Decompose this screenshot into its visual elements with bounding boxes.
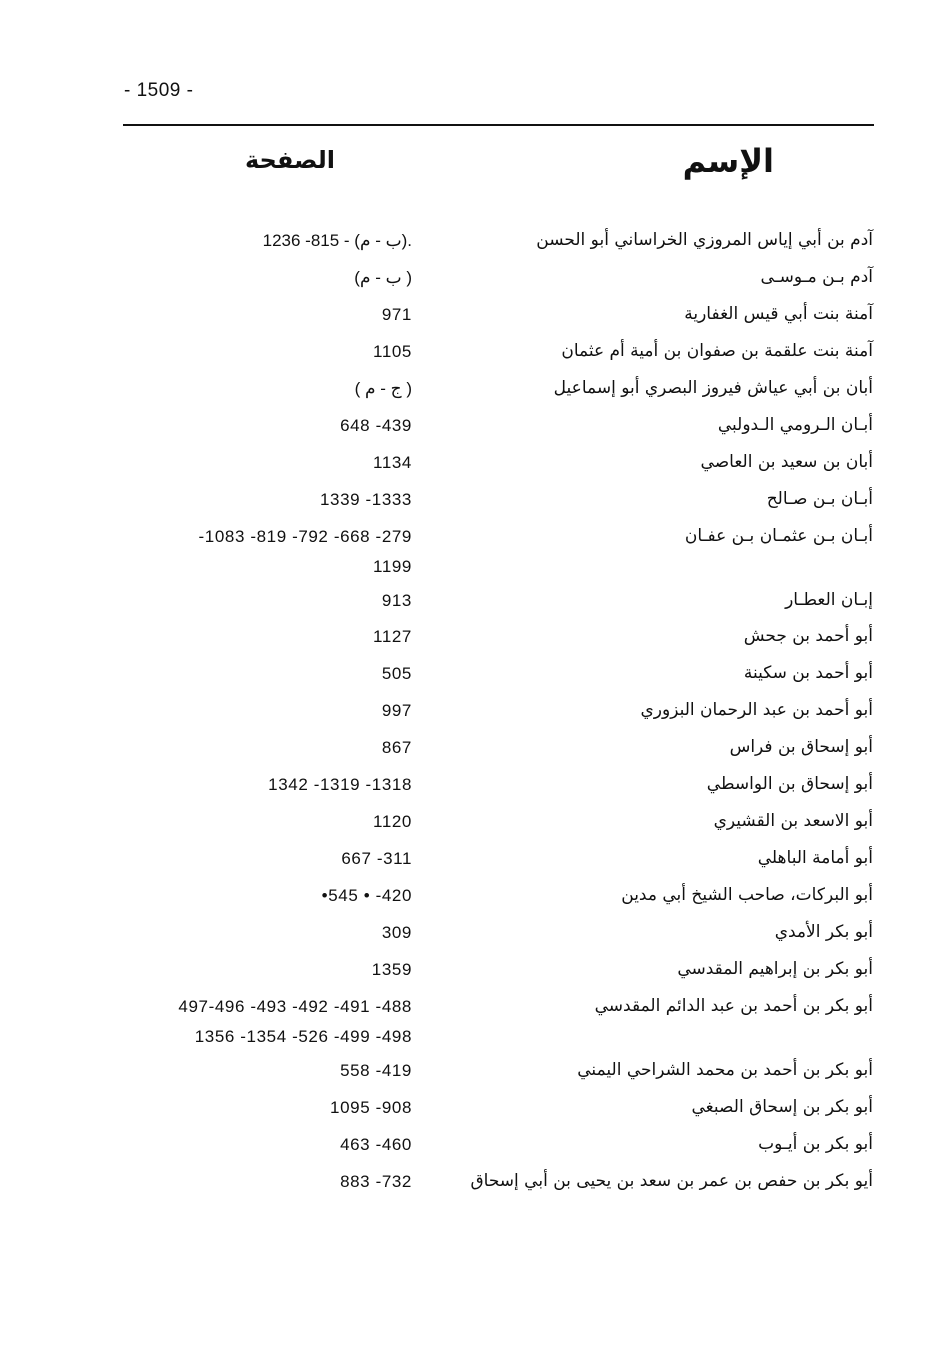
entry-pages bbox=[372, 959, 412, 989]
page-refs: 1095 -908 bbox=[330, 1098, 412, 1117]
entry-pages bbox=[373, 811, 412, 841]
entry-pages bbox=[340, 1171, 412, 1201]
entry-name: أبو بكر الأمدي bbox=[774, 922, 873, 942]
entry-name: أبو بكر بن إسحاق الصبغي bbox=[691, 1097, 873, 1117]
page-refs: 1120 bbox=[373, 812, 412, 831]
page-refs: (ب - م ) bbox=[354, 268, 412, 287]
entry-name: أبو بكر بن أحمد بن محمد الشراحي اليمني bbox=[577, 1060, 873, 1080]
entry-name: أبان بن سعيد بن العاصي bbox=[700, 452, 873, 472]
entry-name: أبـان بـن صـالح bbox=[766, 489, 873, 509]
entry-pages bbox=[354, 267, 412, 297]
entry-name: أبو أحمد بن عبد الرحمان البزوري bbox=[640, 700, 873, 720]
header-page: الصفحة bbox=[244, 146, 335, 174]
entry-name: آدم بـن مـوسـى bbox=[760, 267, 873, 287]
entry-name: أبـان بـن عثمـان بـن عفـان bbox=[684, 526, 873, 546]
entry-pages bbox=[341, 848, 412, 878]
entry-name: أبو بكر بن أحمد بن عبد الدائم المقدسي bbox=[594, 996, 873, 1016]
page-refs: 667 -311 bbox=[341, 849, 412, 868]
entry-name: أبو بكر بن إبراهيم المقدسي bbox=[677, 959, 873, 979]
entry-name: أبـان الـرومي الـدولبي bbox=[717, 415, 873, 435]
entry-name: أبو البركات، صاحب الشيخ أبي مدين bbox=[621, 885, 873, 905]
page-number: - 1509 - bbox=[124, 80, 194, 101]
page-refs: 971 bbox=[381, 305, 412, 324]
page-refs: 867 bbox=[381, 738, 412, 757]
page-refs: 1134 bbox=[373, 453, 412, 472]
entry-pages bbox=[382, 700, 412, 730]
entry-name: أبو أحمد بن سكينة bbox=[743, 663, 873, 683]
page-refs: 997 bbox=[381, 701, 412, 720]
page-refs: 1356 -1354 -526 -499 -498 bbox=[194, 1027, 412, 1046]
header-name: الإسم bbox=[682, 142, 774, 180]
entry-name: أبو بكر بن أيـوب bbox=[758, 1134, 873, 1154]
page-refs: 558 -419 bbox=[340, 1061, 412, 1080]
entry-pages bbox=[340, 415, 412, 445]
entry-pages bbox=[382, 590, 412, 620]
entry-name: آمنة بنت علقمة بن صفوان بن أمية أم عثمان bbox=[561, 341, 873, 361]
entry-pages bbox=[373, 626, 412, 656]
header-rule bbox=[123, 124, 874, 126]
entry-pages bbox=[373, 452, 412, 482]
entry-pages bbox=[268, 774, 412, 804]
entry-pages bbox=[340, 1134, 412, 1164]
entry-name: آدم بن أبي إياس المروزي الخراساني أبو الحسن bbox=[536, 230, 873, 250]
page-refs: 883 -732 bbox=[340, 1172, 412, 1191]
entry-pages bbox=[320, 489, 412, 519]
entry-pages bbox=[330, 1097, 412, 1127]
entry-name: أبو إسحاق بن فراس bbox=[729, 737, 873, 757]
entry-name: أبو إسحاق بن الواسطي bbox=[706, 774, 873, 794]
page-refs: 497-496 -493 -492 -491 -488 bbox=[178, 997, 412, 1016]
page-refs: 1342 -1319 -1318 bbox=[268, 775, 412, 794]
page-refs: 505 bbox=[381, 664, 412, 683]
entry-pages bbox=[382, 663, 412, 693]
page-refs: 309 bbox=[381, 923, 412, 942]
entry-pages bbox=[382, 922, 412, 952]
page-refs: 1236 -815 - (ب - م). bbox=[262, 231, 412, 250]
entry-pages bbox=[382, 304, 412, 334]
entry-pages bbox=[373, 341, 412, 371]
page-refs: 1199 bbox=[373, 557, 412, 576]
entry-name: أبو أحمد بن جحش bbox=[743, 626, 873, 646]
entry-pages bbox=[382, 737, 412, 767]
entry-pages bbox=[178, 996, 412, 1056]
entry-name: أبو الاسعد بن القشيري bbox=[713, 811, 873, 831]
page-refs: 1359 bbox=[371, 960, 412, 979]
page-refs: •545 • -420 bbox=[321, 886, 412, 905]
entry-pages bbox=[355, 378, 412, 408]
page-refs: 1105 bbox=[373, 342, 412, 361]
entry-name: أبو أمامة الباهلي bbox=[757, 848, 873, 868]
page-refs: -1083 -819 -792 -668 -279 bbox=[198, 527, 412, 546]
entry-name: أيو بكر بن حفص بن عمر بن سعد بن يحيى بن أبي إسحاق bbox=[470, 1171, 873, 1191]
page-refs: 648 -439 bbox=[340, 416, 412, 435]
entry-name: أبان بن أبي عياش فيروز البصري أبو إسماعيل bbox=[553, 378, 873, 398]
entry-pages bbox=[199, 526, 412, 586]
page-refs: 1339 -1333 bbox=[319, 490, 412, 509]
entry-pages bbox=[322, 885, 412, 915]
entry-pages bbox=[340, 1060, 412, 1090]
page-refs: 463 -460 bbox=[340, 1135, 412, 1154]
entry-name: آمنة بنت أبي قيس الغفارية bbox=[684, 304, 873, 324]
page-refs: 913 bbox=[381, 591, 412, 610]
page-refs: ( ج - م ) bbox=[354, 379, 412, 398]
entry-name: إبـان العطـار bbox=[785, 590, 873, 610]
entry-pages bbox=[263, 230, 412, 260]
page-refs: 1127 bbox=[373, 627, 412, 646]
